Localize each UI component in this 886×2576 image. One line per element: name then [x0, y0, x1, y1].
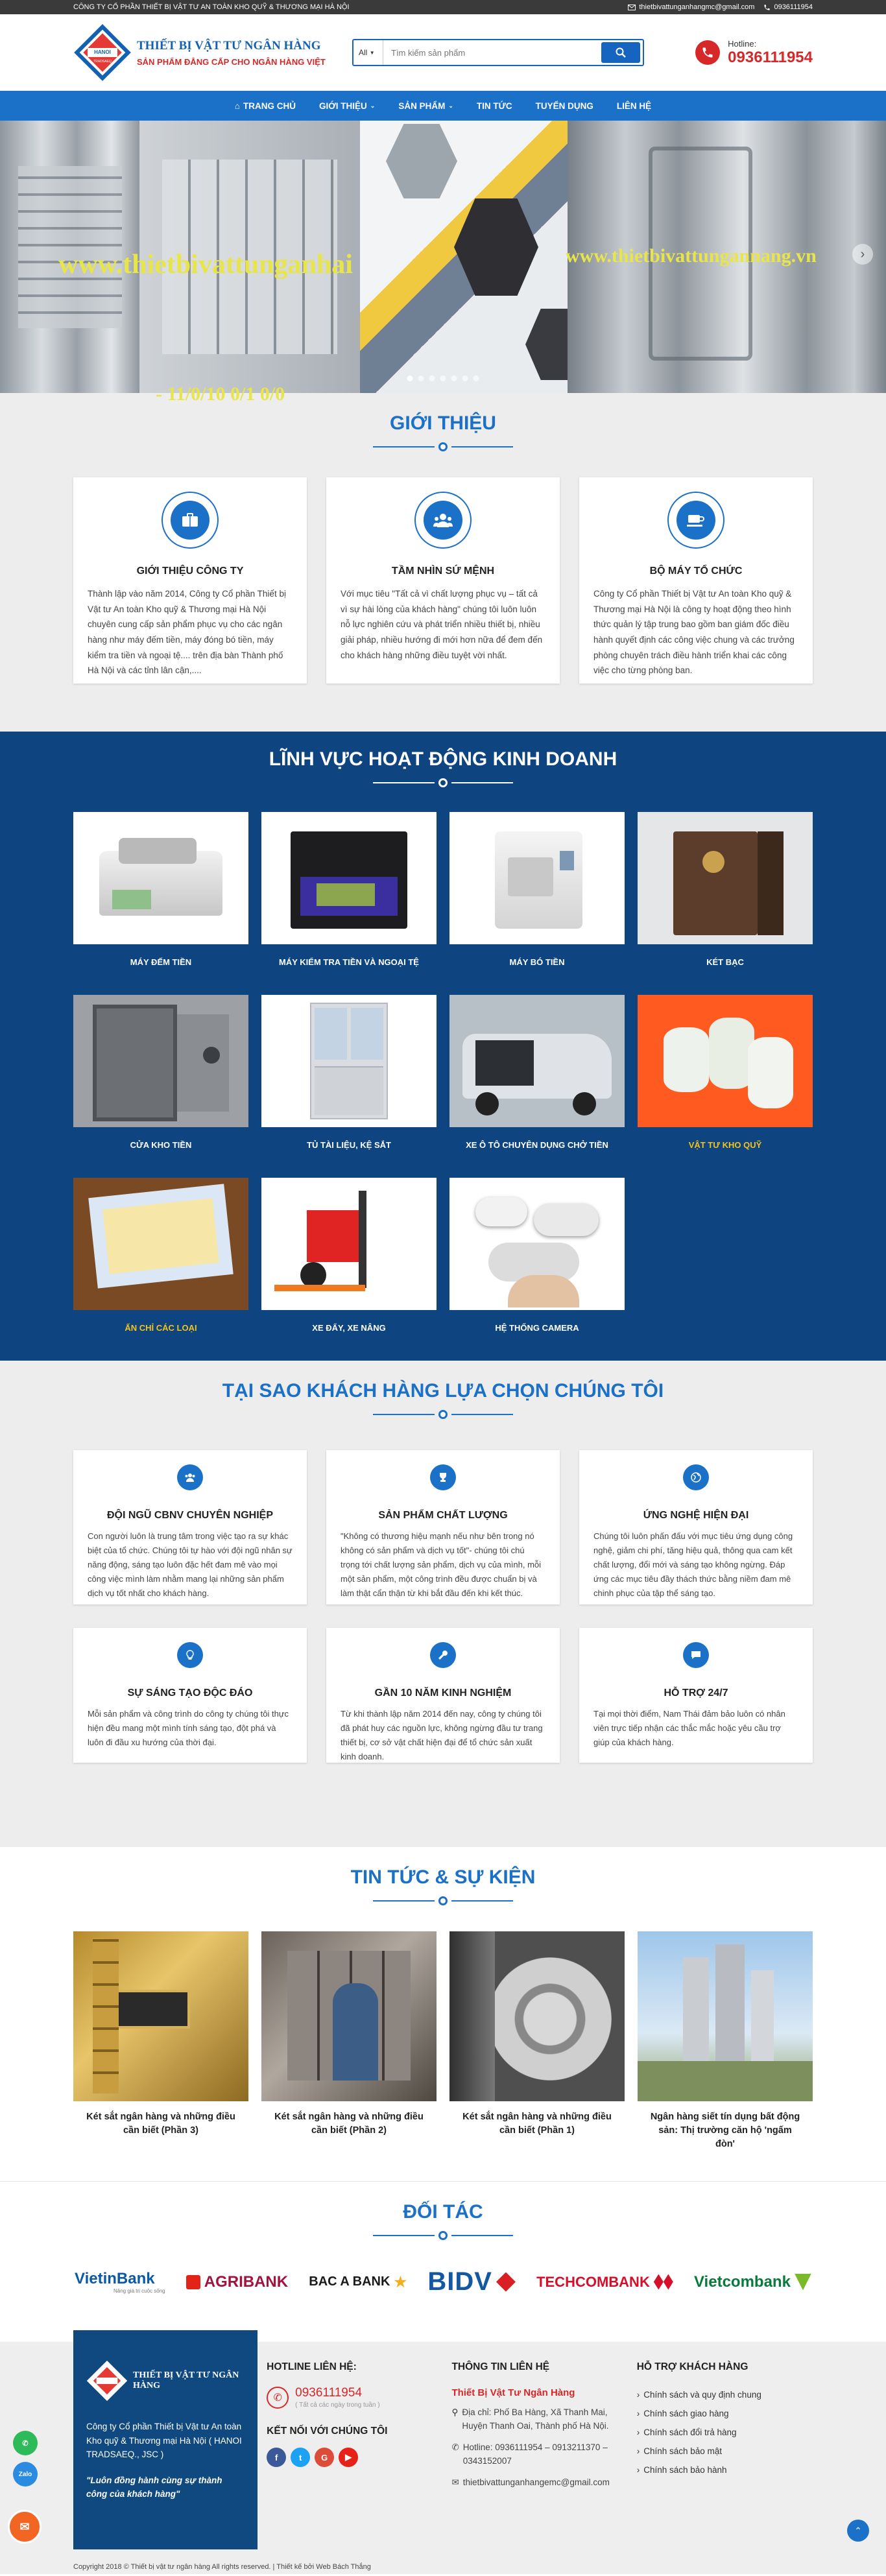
title-divider: [73, 1410, 813, 1419]
chevron-up-icon: ⌃: [854, 2525, 862, 2536]
mail-icon: ✉: [451, 2477, 459, 2487]
hotline-number: 0936111954: [728, 48, 813, 66]
phone-icon: ✆: [267, 2387, 289, 2409]
footer-support-heading: HỖ TRỢ KHÁCH HÀNG: [636, 2361, 748, 2372]
google-plus-icon[interactable]: G: [315, 2448, 334, 2467]
product-category-label: MÁY ĐẾM TIỀN: [130, 957, 192, 967]
chevron-right-icon: ›: [636, 2390, 640, 2400]
title-divider: [73, 778, 813, 787]
product-category-card[interactable]: [261, 812, 437, 995]
business-title: LĨNH VỰC HOẠT ĐỘNG KINH DOANH: [269, 748, 617, 770]
phone-icon: ✆: [22, 2439, 29, 2448]
caret-down-icon: ▼: [369, 49, 375, 56]
hero-slider[interactable]: [0, 121, 886, 405]
site-logo[interactable]: [73, 23, 352, 82]
intro-card-text: Công ty Cổ phần Thiết bị Vật tư An toàn Kho quỹ & Thương mại Hà Nội là công ty hoạt động theo hình thức quản lý tập trung bao gồm ban giám đốc điều hành quyết định các công việc chung và các trưởng phòng chuyên trách điều hành triển khai các công việc cho từng phòng ban.: [593, 589, 795, 676]
why-card-heading: HỖ TRỢ 24/7: [664, 1688, 728, 1699]
why-card-text: "Không có thương hiệu mạnh nếu như bên trong nó không có sản phẩm và dịch vụ tốt"- chúng tôi chú trọng tới chất lượng sản phẩm, dịch vụ của mình, mỗi một sản phẩm, một công trình đều được chuẩn bị và làm thật cẩn thận từ khi bắt đầu đến khi kết thúc.: [341, 1531, 542, 1599]
product-image-cash-van: [449, 995, 625, 1127]
product-image-forklift: [261, 1178, 437, 1310]
nav-news[interactable]: TIN TỨC: [476, 101, 512, 111]
svg-text:TRADSAEQ: TRADSAEQ: [93, 60, 112, 64]
team-icon: [177, 1464, 203, 1490]
back-to-top-button[interactable]: [847, 2520, 869, 2542]
hotline-label: Hotline:: [728, 38, 757, 49]
footer-contact-heading: THÔNG TIN LIÊN HỆ: [451, 2361, 550, 2372]
nav-home[interactable]: ⌂ TRANG CHỦ: [234, 101, 296, 111]
slide-image-vault-door-left-grid: [18, 166, 122, 328]
product-image-money-bundler: [449, 812, 625, 944]
top-email[interactable]: thietbivattunganhangmc@gmail.com: [628, 3, 754, 11]
slider-dot[interactable]: [429, 376, 435, 381]
product-image-vault-supplies: [638, 995, 813, 1127]
intro-card-heading: GIỚI THIỆU CÔNG TY: [136, 566, 244, 577]
search-icon: [616, 47, 626, 58]
partner-logo-vietcombank[interactable]: Vietcombank: [694, 2273, 811, 2291]
footer-support-link[interactable]: › Chính sách bảo mật: [636, 2446, 723, 2456]
partners-section: [0, 2181, 886, 2342]
intro-card-heading: BỘ MÁY TỔ CHỨC: [649, 566, 743, 577]
product-category-card[interactable]: [73, 812, 248, 995]
social-links: [267, 2448, 442, 2467]
chevron-down-icon: ⌄: [370, 102, 376, 109]
why-card: [326, 1628, 560, 1763]
header-hotline[interactable]: [695, 39, 813, 67]
product-category-label: KÉT BẠC: [706, 957, 744, 967]
phone-icon: [695, 40, 720, 65]
intro-section: [0, 393, 886, 732]
footer-company-text: Công ty Cổ phần Thiết bị Vật tư An toàn Kho quỹ & Thương mại Hà Nội ( HANOI TRADSAEQ., JSC ): [86, 2422, 242, 2460]
why-card-text: Con người luôn là trung tâm trong việc tạo ra sự khác biệt của tổ chức. Chúng tôi tự hào với đội ngũ nhân sự năng động, sáng tạo luôn đặc hết đam mê vào mọi công việc mình làm nhằm mang lại những sản phẩm dịch vụ tốt nhất cho khách hàng.: [88, 1531, 293, 1599]
wrench-icon: [430, 1642, 456, 1668]
twitter-icon[interactable]: t: [291, 2448, 310, 2467]
product-category-label: XE Ô TÔ CHUYÊN DỤNG CHỞ TIỀN: [466, 1140, 608, 1150]
slide-watermark-bottom: - 11/0/10 0/1 0/0: [156, 383, 285, 405]
chevron-right-icon: ›: [636, 2465, 640, 2475]
product-category-card[interactable]: [449, 1178, 625, 1361]
users-icon: [424, 501, 462, 540]
mail-icon: [628, 5, 636, 10]
slider-dot[interactable]: [407, 376, 413, 381]
news-thumbnail: [638, 1931, 813, 2101]
partner-logo-bidv[interactable]: BIDV: [427, 2267, 516, 2296]
main-nav: [0, 91, 886, 121]
vietcombank-mark-icon: [795, 2274, 811, 2291]
product-category-label: HỆ THỐNG CAMERA: [495, 1323, 579, 1333]
footer-hotline-heading: HOTLINE LIÊN HỆ:: [267, 2361, 357, 2372]
techcombank-mark-icon: [654, 2274, 673, 2290]
product-image-money-counter: [73, 812, 248, 944]
product-category-card[interactable]: [638, 812, 813, 995]
agribank-icon: [186, 2275, 200, 2289]
product-category-card[interactable]: [449, 812, 625, 995]
top-phone[interactable]: 0936111954: [763, 3, 813, 11]
product-category-card[interactable]: [638, 995, 813, 1178]
intro-card: [579, 477, 813, 684]
product-image-camera: [449, 1178, 625, 1310]
why-card-heading: ỨNG NGHỆ HIỆN ĐẠI: [643, 1510, 749, 1521]
product-image-document-cabinet: [261, 995, 437, 1127]
slider-dot[interactable]: [451, 376, 457, 381]
globe-icon: [683, 1464, 709, 1490]
intro-card-text: Với mục tiêu "Tất cả vì chất lượng phục vụ – tất cả vì sự hài lòng của khách hàng" chúng tôi luôn luôn nỗ lực nghiên cứu và phát triển nhiều thiết bị, nhiều giải pháp, nhiều hướng đi mới hơn nữa để đem đến cho khách hàng những điều tuyệt vời nhất.: [341, 589, 543, 660]
why-card-text: Chúng tôi luôn phấn đấu với mục tiêu ứng dụng công nghệ, giảm chi phí, tăng hiệu quả, thông qua cam kết chất lượng, đổi mới và sáng tạo không ngừng. Đáp ứng các mục tiêu đầy thách thức bằng niềm đam mê chinh phục của tập thể sáng tạo.: [593, 1531, 793, 1599]
logo-subtitle: SẢN PHẨM ĐẲNG CẤP CHO NGÂN HÀNG VIỆT: [137, 56, 326, 67]
footer-support-link[interactable]: › Chính sách giao hàng: [636, 2409, 729, 2418]
slider-dot[interactable]: [440, 376, 446, 381]
product-category-label: MÁY BÓ TIỀN: [509, 957, 565, 967]
floating-chat-button[interactable]: [8, 2510, 42, 2544]
chevron-right-icon: ›: [636, 2409, 640, 2418]
title-divider: [73, 442, 813, 451]
product-category-label: VẬT TƯ KHO QUỸ: [688, 1140, 762, 1150]
why-card: [73, 1628, 307, 1763]
news-title: TIN TỨC & SỰ KIỆN: [350, 1866, 536, 1888]
news-title-text: Két sắt ngân hàng và những điều cần biết (Phần 1): [462, 2112, 612, 2136]
top-bar: [0, 0, 886, 14]
footer-support-link[interactable]: › Chính sách bảo hành: [636, 2465, 727, 2475]
footer-hotline-column: [267, 2342, 442, 2561]
why-card: [579, 1450, 813, 1604]
bidv-mark-icon: [496, 2272, 516, 2292]
product-category-card[interactable]: [261, 1178, 437, 1361]
slide-watermark-left: www.thietbivattunganhai: [58, 250, 353, 280]
logo-title: THIẾT BỊ VẬT TƯ NGÂN HÀNG: [137, 38, 321, 53]
why-card-text: Từ khi thành lập năm 2014 đến nay, công ty chúng tôi đã phát huy các nguồn lực, không ngừng đầu tư trang thiết bị, cơ sở vật chất hiện đại để tổ chức sản xuất kinh doanh.: [341, 1709, 543, 1762]
product-category-card[interactable]: [73, 995, 248, 1178]
svg-text:HANOI: HANOI: [94, 49, 111, 55]
slider-next-button[interactable]: [852, 244, 873, 265]
footer-connect-heading: KẾT NỐI VỚI CHÚNG TÔI: [267, 2426, 388, 2437]
product-category-card[interactable]: [261, 995, 437, 1178]
partner-logo-bacabank[interactable]: BAC A BANK ★: [309, 2273, 407, 2290]
floating-phone-button[interactable]: [13, 2431, 38, 2455]
coffee-icon: [676, 501, 715, 540]
intro-card: [326, 477, 560, 684]
footer: [0, 2342, 886, 2574]
partner-logo-techcombank[interactable]: TECHCOMBANK: [536, 2274, 673, 2291]
news-thumbnail: [261, 1931, 437, 2101]
news-thumbnail: [449, 1931, 625, 2101]
footer-email[interactable]: ✉ thietbivattunganhangemc@gmail.com: [451, 2476, 627, 2490]
home-icon: ⌂: [234, 101, 241, 111]
footer-logo[interactable]: THIẾT BỊ VẬT TƯ NGÂN HÀNG: [86, 2330, 245, 2402]
intro-card-heading: TẦM NHÌN SỨ MỆNH: [391, 566, 495, 577]
slider-dot[interactable]: [462, 376, 468, 381]
nav-contact[interactable]: LIÊN HỆ: [616, 101, 652, 111]
search-button[interactable]: [601, 42, 640, 63]
footer-phones[interactable]: ✆ Hotline: 0936111954 – 0913211370 – 0343152007: [451, 2441, 627, 2468]
news-card[interactable]: [73, 1931, 248, 2151]
product-category-label: XE ĐẨY, XE NÂNG: [312, 1323, 386, 1333]
news-title-text: Két sắt ngân hàng và những điều cần biết (Phần 3): [86, 2112, 235, 2136]
title-divider: [73, 1896, 813, 1905]
copyright-text: Copyright 2018 © Thiết bị vật tư ngân hàng All rights reserved. | Thiết kế bởi Web Bách Thắng: [73, 2563, 371, 2571]
product-image-safe: [638, 812, 813, 944]
slider-dot[interactable]: [473, 376, 479, 381]
footer-address: ⚲ Địa chỉ: Phố Ba Hàng, Xã Thanh Mai, Huyện Thanh Oai, Thành phố Hà Nội.: [451, 2406, 627, 2433]
phone-icon: [763, 4, 771, 11]
why-choose-us-section: [0, 1361, 886, 1847]
slide-watermark-right: www.thietbivattungannang.vn: [566, 245, 817, 267]
business-section: [0, 732, 886, 1361]
slider-dots: [407, 376, 479, 381]
why-title: TẠI SAO KHÁCH HÀNG LỰA CHỌN CHÚNG TÔI: [222, 1380, 664, 1401]
search-input[interactable]: [383, 40, 601, 65]
phone-icon: ✆: [451, 2442, 459, 2452]
trophy-icon: [430, 1464, 456, 1490]
chevron-right-icon: ›: [636, 2427, 640, 2437]
news-card[interactable]: [261, 1931, 437, 2151]
intro-card-text: Thành lập vào năm 2014, Công ty Cổ phần Thiết bị Vật tư An toàn Kho quỹ & Thương mại Hà Nội chuyên cung cấp sản phẩm phục vụ cho các ngân hàng như máy đếm tiền, máy đóng bó tiền, máy kiểm tra tiền và ngoại tệ.... trên địa bàn Thành phố Hà Nội và các tỉnh lân cận,....: [88, 589, 286, 676]
title-divider: [73, 2231, 813, 2240]
chat-icon: [683, 1642, 709, 1668]
why-card-heading: GẦN 10 NĂM KINH NGHIỆM: [374, 1688, 512, 1699]
logo-badge: [73, 23, 132, 82]
intro-card: [73, 477, 307, 684]
why-card: [73, 1450, 307, 1604]
facebook-icon[interactable]: f: [267, 2448, 286, 2467]
product-image-currency-detector: [261, 812, 437, 944]
nav-recruitment[interactable]: TUYỂN DỤNG: [535, 101, 593, 111]
footer-contact-column: [451, 2342, 627, 2561]
header: [0, 14, 886, 91]
news-title-text: Két sắt ngân hàng và những điều cần biết (Phần 2): [274, 2112, 424, 2136]
why-card: [579, 1628, 813, 1763]
copyright-bar: [0, 2561, 886, 2574]
why-card-heading: ĐỘI NGŨ CBNV CHUYÊN NGHIỆP: [106, 1510, 274, 1521]
footer-support-link[interactable]: › Chính sách đổi trả hàng: [636, 2427, 737, 2437]
partner-logo-agribank[interactable]: AGRIBANK: [186, 2273, 288, 2291]
partners-title: ĐỐI TÁC: [403, 2201, 483, 2223]
footer-support-column: [637, 2342, 813, 2561]
news-card[interactable]: [449, 1931, 625, 2151]
chevron-right-icon: ›: [636, 2446, 640, 2456]
intro-title: GIỚI THIỆU: [390, 412, 496, 434]
partner-logo-vietinbank[interactable]: VietinBank Nâng giá trị cuộc sống: [75, 2270, 165, 2294]
why-card-heading: SẢN PHẨM CHẤT LƯỢNG: [378, 1510, 508, 1521]
youtube-icon[interactable]: ▶: [339, 2448, 358, 2467]
briefcase-icon: [171, 501, 210, 540]
news-card[interactable]: [638, 1931, 813, 2151]
footer-company-box: [73, 2330, 257, 2549]
product-category-label: ẤN CHỈ CÁC LOẠI: [125, 1323, 197, 1333]
search-bar: [352, 39, 644, 66]
map-marker-icon: ⚲: [451, 2407, 459, 2417]
slider-dot[interactable]: [418, 376, 424, 381]
why-card-text: Mỗi sản phẩm và công trình do công ty chúng tôi thực hiện đều mang một mình tính sáng tạo, đột phá và luôn đi đầu xu hướng của thời đại.: [88, 1709, 289, 1748]
search-category-select[interactable]: All ▼: [353, 40, 383, 65]
product-image-printed-forms: [73, 1178, 248, 1310]
product-category-label: MÁY KIỂM TRA TIỀN VÀ NGOẠI TỆ: [279, 957, 419, 967]
why-card-heading: SỰ SÁNG TẠO ĐỘC ĐÁO: [127, 1688, 253, 1699]
why-card-text: Tại mọi thời điểm, Nam Thái đảm bảo luôn có nhân viên trực tiếp nhận các thắc mắc hoặc yêu cầu trợ giúp của khách hàng.: [593, 1709, 785, 1748]
nav-about[interactable]: GIỚI THIỆU ⌄: [319, 101, 376, 111]
top-company-name: CÔNG TY CỔ PHẦN THIẾT BỊ VẬT TƯ AN TOÀN KHO QUỸ & THƯƠNG MẠI HÀ NỘI: [73, 3, 350, 11]
chevron-right-icon: ›: [860, 246, 865, 261]
product-image-vault-door: [73, 995, 248, 1127]
news-thumbnail: [73, 1931, 248, 2101]
product-category-card[interactable]: [449, 995, 625, 1178]
nav-products[interactable]: SẢN PHẨM ⌄: [398, 101, 453, 111]
footer-slogan: "Luôn đồng hành cùng sự thành công của khách hàng": [86, 2475, 222, 2499]
chat-icon: ✉: [19, 2520, 30, 2533]
product-category-label: TỦ TÀI LIỆU, KỆ SẮT: [307, 1140, 391, 1150]
product-category-label: CỬA KHO TIỀN: [130, 1140, 192, 1150]
chevron-down-icon: ⌄: [448, 102, 453, 109]
floating-zalo-button[interactable]: Zalo: [13, 2462, 38, 2487]
product-category-card[interactable]: [73, 1178, 248, 1361]
footer-contact-company: Thiết Bị Vật Tư Ngân Hàng: [451, 2387, 575, 2398]
star-icon: ★: [394, 2273, 407, 2290]
footer-support-link[interactable]: › Chính sách và quy định chung: [636, 2390, 761, 2400]
news-title-text: Ngân hàng siết tín dụng bất động sản: Thị trường căn hộ 'ngấm đòn': [650, 2112, 800, 2150]
footer-hotline[interactable]: ✆ 0936111954 ( Tất cả các ngày trong tuần ): [267, 2386, 442, 2409]
news-section: [0, 1847, 886, 2181]
why-card: [326, 1450, 560, 1604]
lightbulb-icon: [177, 1642, 203, 1668]
